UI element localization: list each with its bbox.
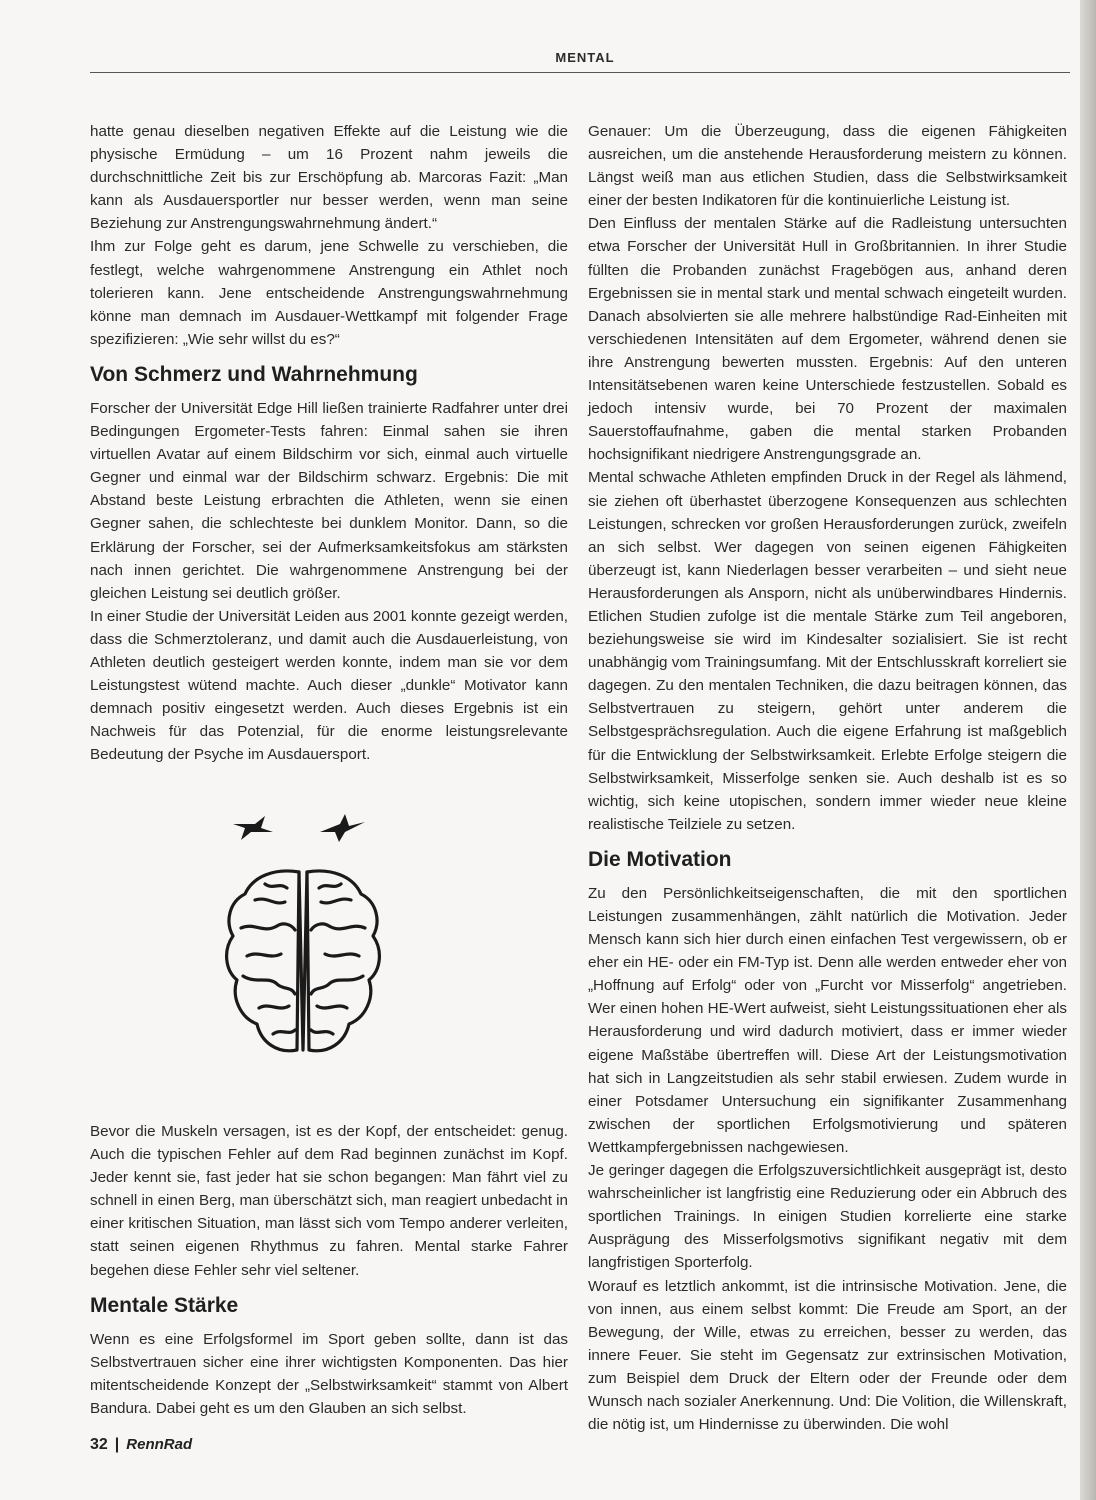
- section-heading: Mentale Stärke: [90, 1293, 239, 1317]
- page-edge: [1080, 0, 1096, 1500]
- page-number: 32: [90, 1436, 108, 1453]
- paragraph: In einer Studie der Universität Leiden aus 2001 konnte gezeigt werden, dass die Schmerztoleranz, und damit auch die Ausdauerleistung, von Athleten deutlich gesteigert werden konnte, indem man sie vor dem Leistungstest wütend machte. Auch dieser „dunkle“ Motivator kann demnach positiv eingesetzt werden. Auch dieses Ergebnis ist ein Nachweis für das Potenzial, für die enorme leistungsrelevante Bedeutung der Psyche im Ausdauersport.: [90, 607, 568, 764]
- paragraph: Bevor die Muskeln versagen, ist es der Kopf, der entscheidet: genug. Auch die typischen Fehler auf dem Rad beginnen zunächst im Kopf. Jeder kennt sie, fast jeder hat sie schon begangen: Man fährt viel zu schnell in einen Berg, man überschätzt sich, man reagiert unbedacht in einer kritischen Situation, man lässt sich vom Tempo anderer verleiten, statt seinen eigenen Rhythmus zu fahren. Mental starke Fahrer begehen diese Fehler sehr viel seltener.: [90, 1123, 568, 1279]
- brain-illustration: [215, 810, 390, 1090]
- header-rule: [90, 72, 1070, 73]
- left-column-top: [90, 120, 568, 766]
- paragraph: Je geringer dagegen die Erfolgszuversichtlichkeit ausgeprägt ist, desto wahrscheinlicher ist langfristig eine Reduzierung oder ein Abbruch des sportlichen Trainings. In einigen Studien korrelierte eine starke Ausprägung des Misserfolgsmotivs signifikant negativ mit dem langfristigen Sporterfolg.: [588, 1162, 1067, 1272]
- footer-separator: |: [114, 1436, 120, 1453]
- lightning-bolt-icon: [233, 816, 273, 840]
- left-column-bottom: [90, 1120, 568, 1420]
- paragraph: Wenn es eine Erfolgsformel im Sport geben sollte, dann ist das Selbstvertrauen sicher eine ihrer wichtigsten Komponenten. Das hier mitentscheidende Konzept der „Selbstwirksamkeit“ stammt von Albert Bandura. Dabei geht es um den Glauben an sich selbst.: [90, 1330, 568, 1417]
- brain-icon: [227, 871, 380, 1051]
- paragraph: Forscher der Universität Edge Hill ließen trainierte Radfahrer unter drei Bedingungen Ergometer-Tests fahren: Einmal sahen sie ihren virtuellen Avatar auf einem Bildschirm vor sich, einmal auch virtuelle Gegner und einmal war der Bildschirm schwarz. Ergebnis: Die mit Abstand beste Leistung erbrachten die Athleten, wenn sie einen Gegner sahen, die schlechteste bei dunklem Monitor. Dann, so die Erklärung der Forscher, sei der Aufmerksamkeitsfokus am stärksten nach innen gerichtet. Die wahrgenommene Anstrengung bei der gleichen Leistung sei deutlich größer.: [90, 399, 568, 602]
- section-heading: Von Schmerz und Wahrnehmung: [90, 362, 418, 386]
- paragraph: Den Einfluss der mentalen Stärke auf die Radleistung untersuchten etwa Forscher der Universität Hull in Großbritannien. In ihrer Studie füllten die Probanden zunächst Fragebögen aus, anhand deren Ergebnissen sie in mental stark und mental schwach eingeteilt wurden. Danach absolvierten sie alle mehrere halbstündige Rad-Einheiten mit verschiedenen Intensitäten auf dem Ergometer, während denen sie ihre Anstrengung bewerten mussten. Ergebnis: Auf den unteren Intensitätsebenen waren keine Unterschiede festzustellen. Sobald es jedoch intensiv wurde, bei 70 Prozent der maximalen Sauerstoffaufnahme, gaben die mental starken Probanden hochsignifikant niedrigere Anstrengungsgrade an.: [588, 215, 1067, 464]
- right-column: [588, 120, 1067, 1436]
- paragraph: Ihm zur Folge geht es darum, jene Schwelle zu verschieben, die festlegt, welche wahrgenommene Anstrengung ein Athlet noch tolerieren kann. Jene entscheidende Anstrengungswahrnehmung könne man demnach im Ausdauer-Wettkampf mit folgender Frage spezifizieren: „Wie sehr willst du es?“: [90, 238, 568, 348]
- paragraph: hatte genau dieselben negativen Effekte auf die Leistung wie die physische Ermüdung – um 16 Prozent nahm jeweils die durchschnittliche Zeit bis zur Erschöpfung ab. Marcoras Fazit: „Man kann als Ausdauersportler nur besser werden, wenn man seine Beziehung zur Anstrengungswahrnehmung ändert.“: [90, 123, 568, 233]
- paragraph: Worauf es letztlich ankommt, ist die intrinsische Motivation. Jene, die von innen, aus einem selbst kommt: Die Freude am Sport, an der Bewegung, der Wille, etwas zu erreichen, besser zu werden, das innere Feuer. Sie steht im Gegensatz zur extrinsischen Motivation, zum Beispiel dem Druck der Eltern oder der Freunde oder dem Wunsch nach sozialer Anerkennung. Und: Die Volition, die Willenskraft, die nötig ist, um Hindernisse zu überwinden. Die wohl: [588, 1277, 1067, 1434]
- paragraph: Mental schwache Athleten empfinden Druck in der Regel als lähmend, sie ziehen oft überhastet überzogene Konsequenzen aus schlechten Leistungen, schrecken vor großen Herausforderungen zurück, zweifeln an sich selbst. Wer dagegen von seinen eigenen Fähigkeiten überzeugt ist, kann Niederlagen besser verarbeiten – und sieht neue Herausforderungen als Ansporn, nicht als unüberwindbares Hindernis. Etlichen Studien zufolge ist die mentale Stärke zum Teil angeboren, beziehungsweise sie wird im Kindesalter sozialisiert. Sie ist recht unabhängig vom Trainingsumfang. Mit der Entschlusskraft korreliert sie dagegen. Zu den mentalen Techniken, die dazu beitragen können, das Selbstvertrauen zu steigern, gehört unter anderem die Selbstgesprächsregulation. Auch die eigene Erfahrung ist maßgeblich für die Entwicklung der Selbstwirksamkeit. Erlebte Erfolge steigern die Selbstwirksamkeit, Misserfolge senken sie. Auch deshalb ist es so wichtig, sich keine utopischen, sondern immer wieder neue kleine realistische Teilziele zu setzen.: [588, 469, 1067, 833]
- magazine-name: RennRad: [126, 1436, 193, 1453]
- page-footer: [90, 1436, 192, 1454]
- section-heading: Die Motivation: [588, 847, 732, 871]
- section-label: MENTAL: [555, 50, 615, 65]
- paragraph: Zu den Persönlichkeitseigenschaften, die mit den sportlichen Leistungen zusammenhängen, zählt natürlich die Motivation. Jeder Mensch kann sich hier durch einen einfachen Test vergewissern, ob er eher ein HE- oder ein FM-Typ ist. Denn alle werden entweder eher von „Hoffnung auf Erfolg“ oder von „Furcht vor Misserfolg“ angetrieben. Wer einen hohen HE-Wert aufweist, sieht Leistungssituationen eher als Herausforderung und wird dadurch motiviert, dass er immer wieder eigene Maßstäbe übertreffen will. Diese Art der Leistungsmotivation hat sich in Langzeitstudien als sehr stabil erwiesen. Zudem wurde in einer Potsdamer Untersuchung ein signifikanter Zusammenhang zwischen der sportlichen Erfolgsmotivierung und späteren Wettkampfergebnissen nachgewiesen.: [588, 884, 1067, 1156]
- paragraph: Genauer: Um die Überzeugung, dass die eigenen Fähigkeiten ausreichen, um die anstehende Herausforderung meistern zu können. Längst weiß man aus etlichen Studien, dass die Selbstwirksamkeit einer der besten Indikatoren für die kontinuierliche Leistung ist.: [588, 123, 1067, 210]
- lightning-bolt-icon: [320, 814, 365, 842]
